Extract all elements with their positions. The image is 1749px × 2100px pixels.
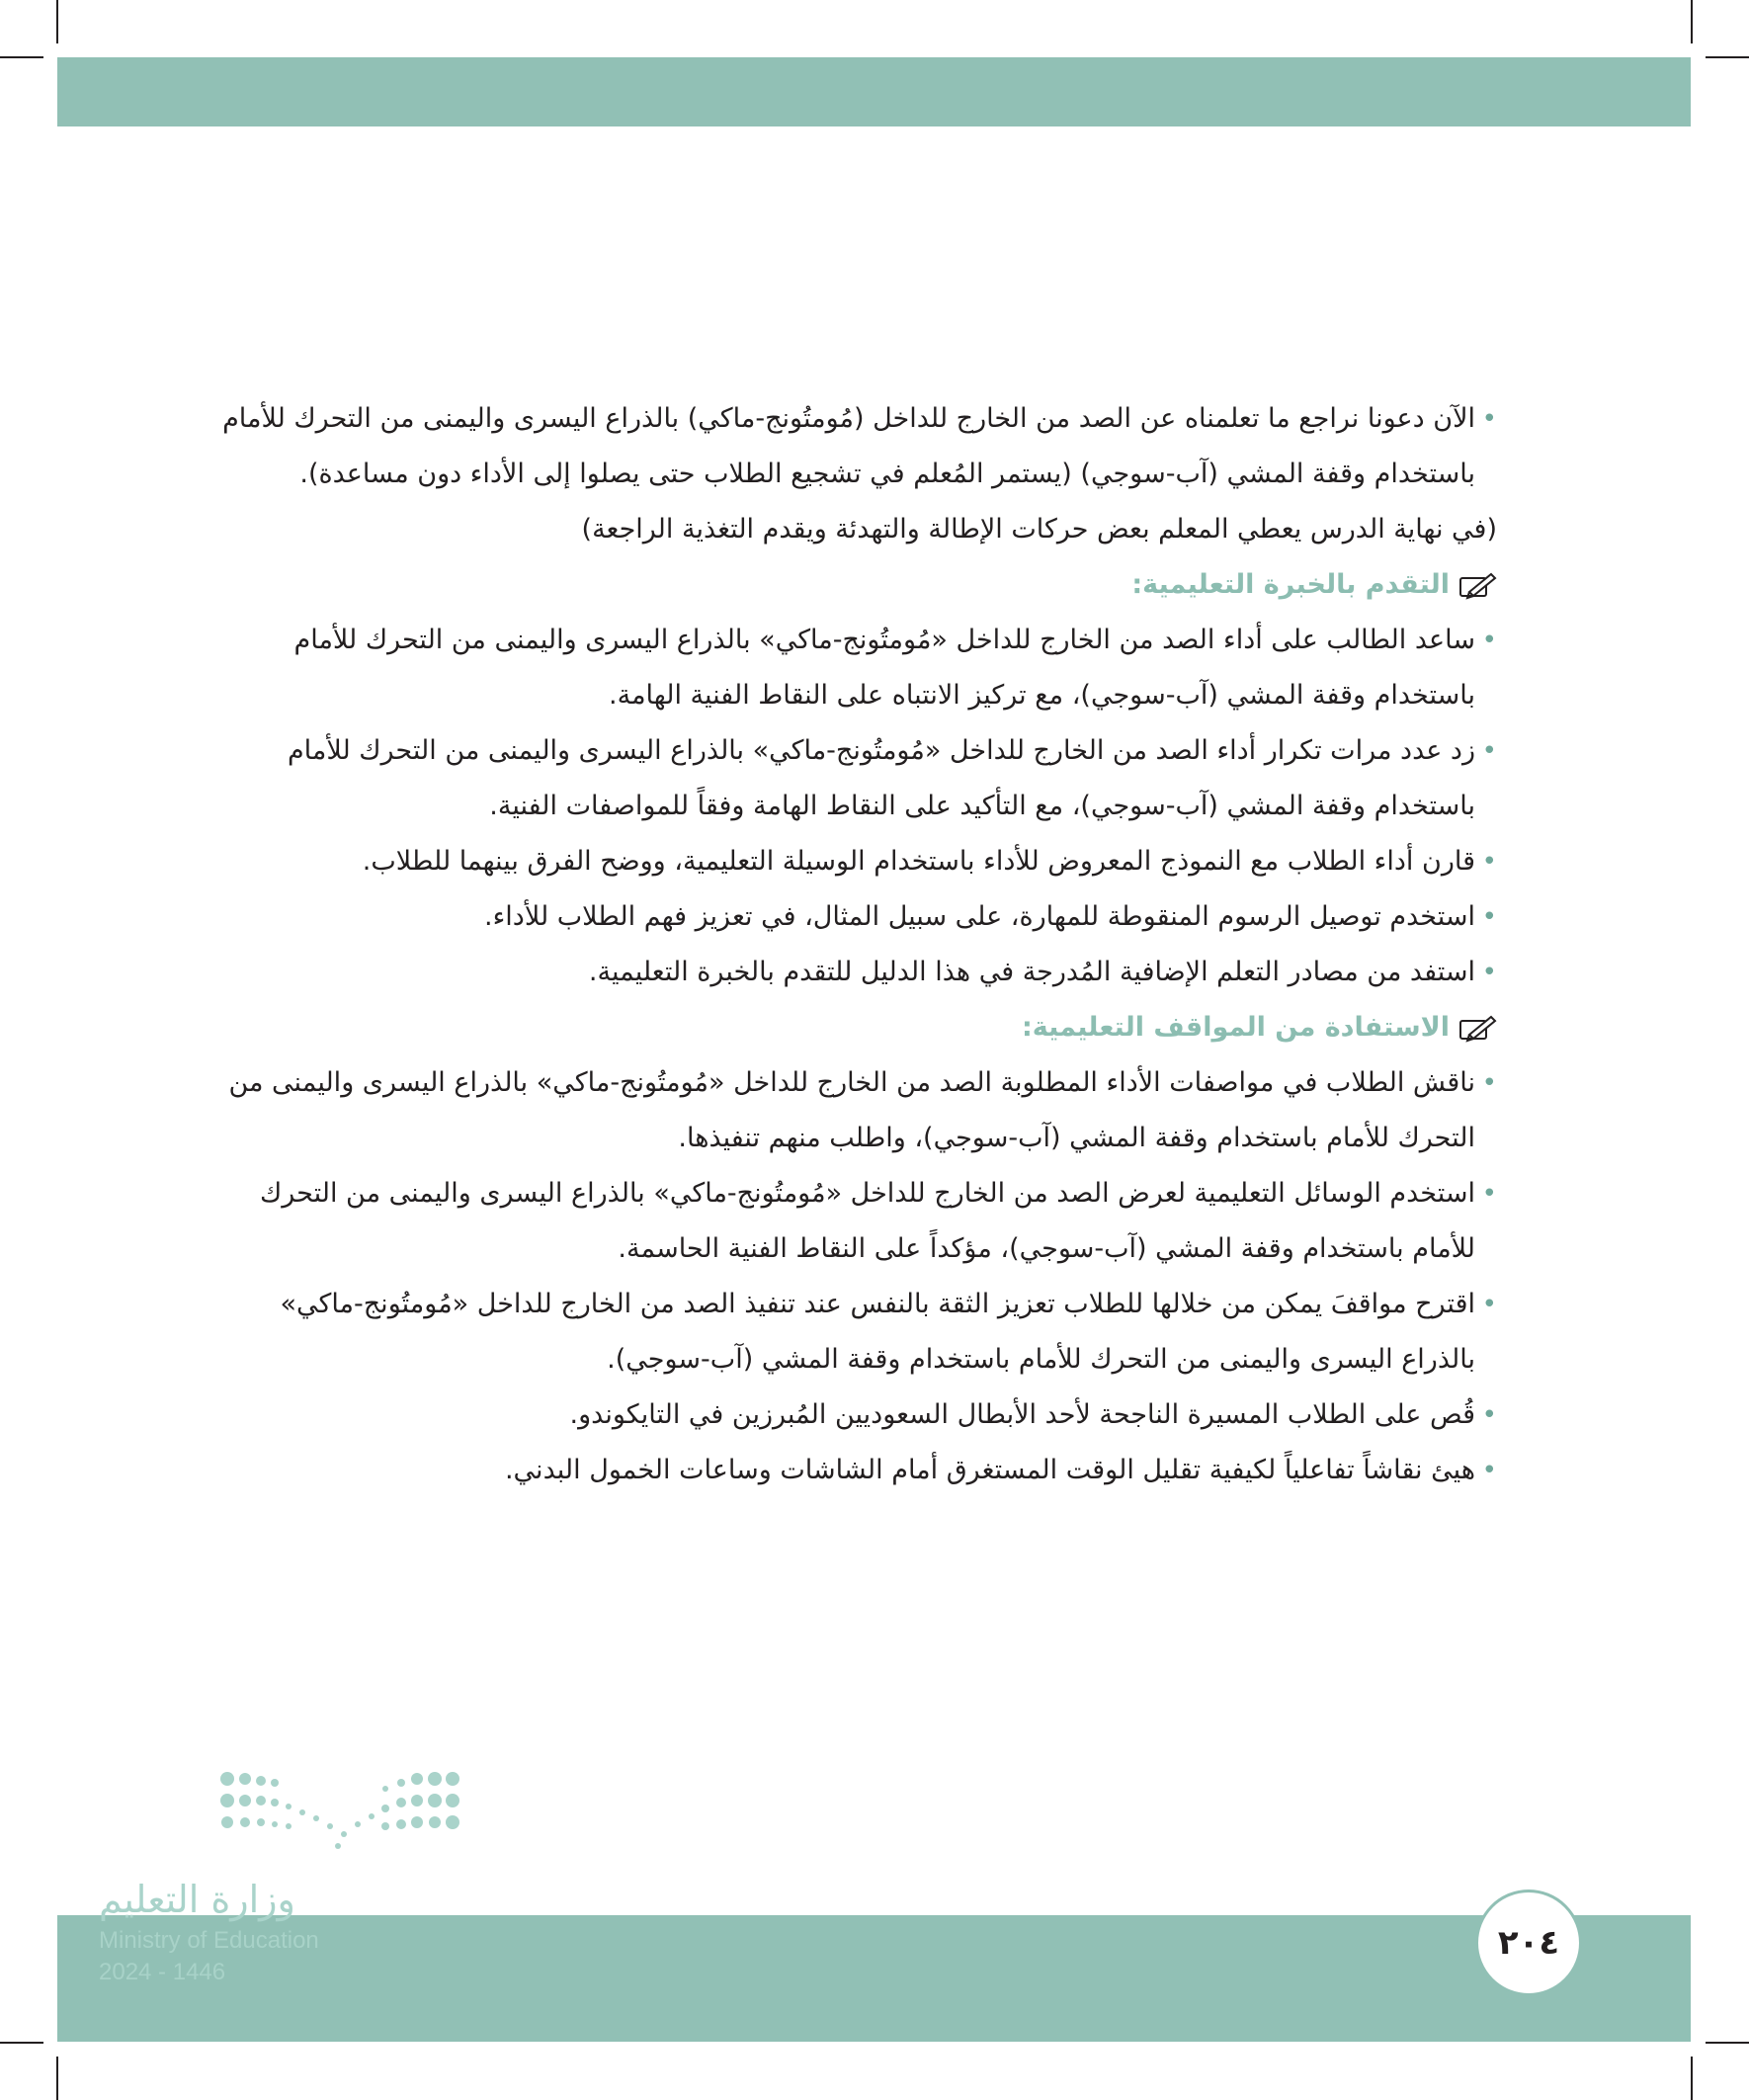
logo-dots-icon — [217, 1769, 464, 1858]
logo-arabic-text: وزارة التعليم — [99, 1878, 295, 1921]
section-heading — [212, 1000, 1497, 1055]
crop-mark — [1691, 2057, 1693, 2100]
crop-mark — [1691, 0, 1693, 43]
list-item: • استفد من مصادر التعلم الإضافية المُدرجة في هذا الدليل للتقدم بالخبرة التعليمية. — [212, 945, 1497, 1000]
page-content — [212, 391, 1497, 1498]
list-item: • هيئ نقاشاً تفاعلياً لكيفية تقليل الوقت المستغرق أمام الشاشات وساعات الخمول البدني. — [212, 1443, 1497, 1498]
crop-mark — [56, 2057, 58, 2100]
crop-mark — [56, 0, 58, 43]
logo-year-text: 2024 - 1446 — [99, 1959, 226, 1985]
list-item: • قارن أداء الطلاب مع النموذج المعروض للأداء باستخدام الوسيلة التعليمية، ووضح الفرق بينهما للطلاب. — [212, 834, 1497, 889]
list-item: • استخدم الوسائل التعليمية لعرض الصد من الخارج للداخل «مُومتُونج-ماكي» بالذراع اليسرى واليمنى من التحرك للأمام باستخدام وقفة المشي (آب-سوجي)، مؤكداً على النقاط الفنية الحاسمة. — [212, 1166, 1497, 1277]
list-item: • زد عدد مرات تكرار أداء الصد من الخارج للداخل «مُومتُونج-ماكي» بالذراع اليسرى واليمنى من التحرك للأمام باستخدام وقفة المشي (آب-سوجي)، مع التأكيد على النقاط الهامة وفقاً للمواصفات الفنية. — [212, 723, 1497, 834]
pen-icon — [1458, 570, 1497, 600]
logo-english-text: Ministry of Education — [99, 1927, 319, 1954]
section-heading-label: الاستفادة من المواقف التعليمية: — [1021, 1012, 1450, 1043]
list-item: • ناقش الطلاب في مواصفات الأداء المطلوبة الصد من الخارج للداخل «مُومتُونج-ماكي» بالذراع اليسرى واليمنى من التحرك للأمام باستخدام وقفة المشي (آب-سوجي)، واطلب منهم تنفيذها. — [212, 1055, 1497, 1166]
list-item: • ساعد الطالب على أداء الصد من الخارج للداخل «مُومتُونج-ماكي» بالذراع اليسرى واليمنى من التحرك للأمام باستخدام وقفة المشي (آب-سوجي)، مع تركيز الانتباه على النقاط الفنية الهامة. — [212, 613, 1497, 723]
crop-mark — [0, 56, 43, 58]
intro-paragraph: • الآن دعونا نراجع ما تعلمناه عن الصد من الخارج للداخل (مُومتُونج-ماكي) بالذراع اليسرى واليمنى من التحرك للأمام باستخدام وقفة المشي (آب-سوجي) (يستمر المُعلم في تشجيع الطلاب حتى يصلوا إلى الأداء دون مساعدة). — [212, 391, 1497, 502]
list-item: • قُص على الطلاب المسيرة الناجحة لأحد الأبطال السعوديين المُبرزين في التايكوندو. — [212, 1387, 1497, 1443]
list-item: • اقترح مواقفَ يمكن من خلالها للطلاب تعزيز الثقة بالنفس عند تنفيذ الصد من الخارج للداخل «مُومتُونج-ماكي» بالذراع اليسرى واليمنى من التحرك للأمام باستخدام وقفة المشي (آب-سوجي). — [212, 1277, 1497, 1387]
section-heading — [212, 557, 1497, 613]
crop-mark — [1706, 56, 1749, 58]
section-heading-label: التقدم بالخبرة التعليمية: — [1131, 569, 1450, 600]
page-number: ٢٠٤ — [1475, 1890, 1582, 1996]
pen-icon — [1458, 1013, 1497, 1043]
header-band — [57, 57, 1691, 126]
crop-mark — [0, 2042, 43, 2044]
intro-note: (في نهاية الدرس يعطي المعلم بعض حركات الإطالة والتهدئة ويقدم التغذية الراجعة) — [581, 514, 1497, 545]
ministry-logo — [99, 1769, 356, 1996]
crop-mark — [1706, 2042, 1749, 2044]
list-item: • استخدم توصيل الرسوم المنقوطة للمهارة، على سبيل المثال، في تعزيز فهم الطلاب للأداء. — [212, 889, 1497, 945]
